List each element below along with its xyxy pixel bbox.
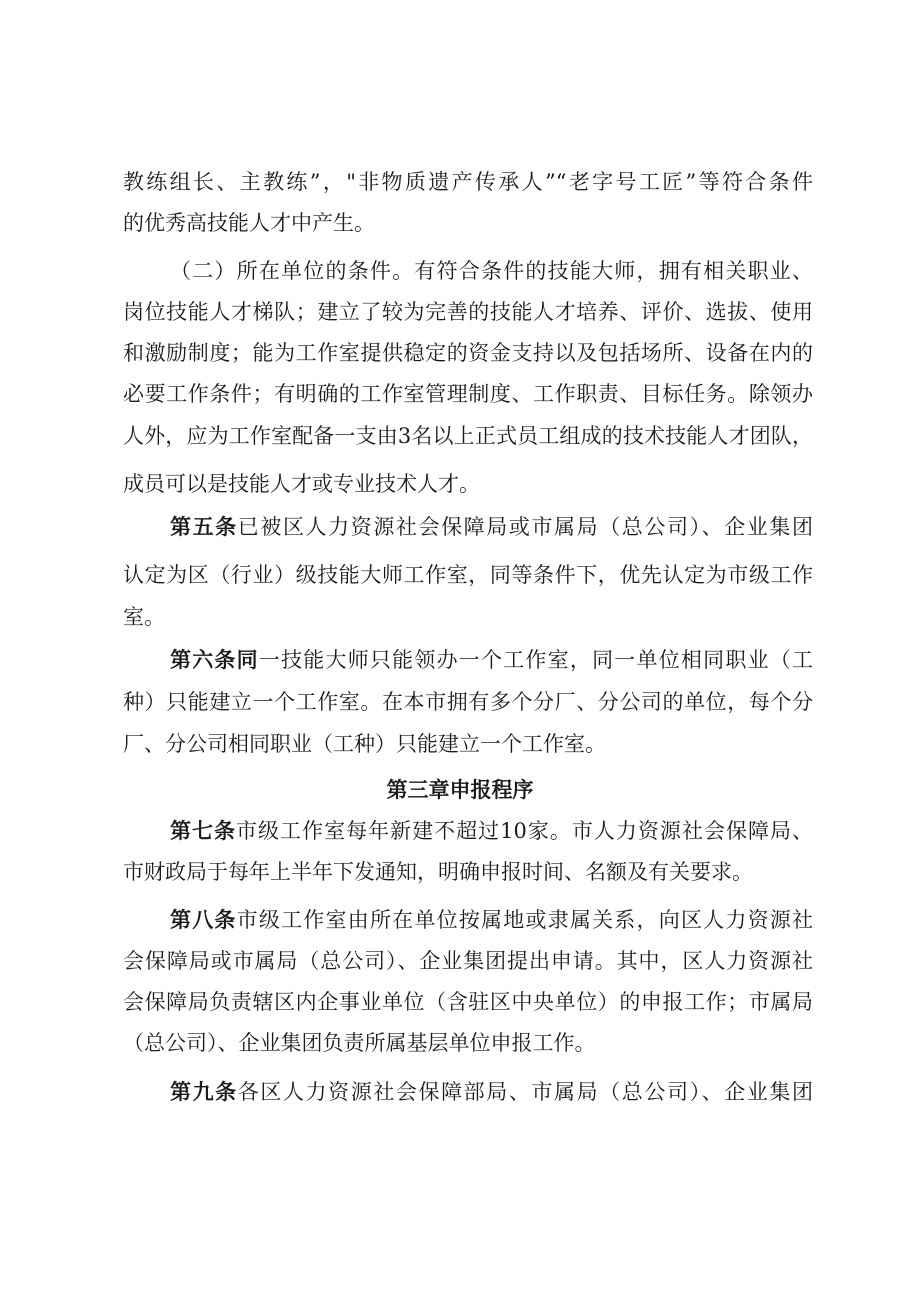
article-9-line-1 (170, 1077, 813, 1107)
article-6-label: 第六条同 (170, 647, 259, 672)
p1-line-2: 的优秀高技能人才中产生。 (123, 211, 375, 235)
article-6-line-3: 厂、分公司相同职业（工种）只能建立一个工作室。 (123, 732, 606, 756)
article-8-text: 市级工作室由所在单位按属地或隶属关系，向区人力资源社 (236, 908, 814, 932)
p2-line-6: 成员可以是技能人才或专业技术人才。 (123, 472, 480, 496)
article-8-line-2: 会保障局或市属局（总公司）、企业集团提出申请。其中，区人力资源社 (123, 949, 813, 973)
article-5-line-2: 认定为区（行业）级技能大师工作室，同等条件下，优先认定为市级工作 (123, 563, 813, 587)
p2-line-5: 人外，应为工作室配备一支由3名以上正式员工组成的技术技能人才团队， (123, 424, 813, 448)
article-5-label: 第五条 (170, 514, 238, 539)
article-8-line-3: 会保障局负责辖区内企事业单位（含驻区中央单位）的申报工作；市属局 (123, 990, 813, 1014)
p1-line-1: 教练组长、主教练”，"非物质遗产传承人”“老字号工匠”等符合条件 (123, 170, 813, 194)
article-6-text: 一技能大师只能领办一个工作室，同一单位相同职业（工 (258, 648, 813, 672)
chapter-3-heading: 第三章申报程序 (386, 777, 534, 802)
article-6-line-2: 种）只能建立一个工作室。在本市拥有多个分厂、分公司的单位，每个分 (123, 690, 813, 714)
article-7-text: 市级工作室每年新建不超过10家。市人力资源社会保障局、 (236, 819, 813, 843)
p2-line-4: 必要工作条件；有明确的工作室管理制度、工作职责、目标任务。除领办 (123, 382, 813, 406)
article-7-line-2: 市财政局于每年上半年下发通知，明确申报时间、名额及有关要求。 (123, 860, 753, 884)
article-7-line-1 (170, 816, 813, 846)
article-9-text: 各区人力资源社会保障部局、市属局（总公司）、企业集团 (237, 1080, 814, 1104)
p2-line-2: 岗位技能人才梯队；建立了较为完善的技能人才培养、评价、选拔、使用 (123, 300, 813, 324)
article-7-label: 第七条 (170, 818, 237, 843)
article-6-line-1 (170, 645, 813, 675)
article-9-label: 第九条 (170, 1079, 238, 1104)
article-8-line-1 (170, 905, 813, 935)
article-5-text: 已被区人力资源社会保障局或市属局（总公司）、企业集团 (237, 515, 814, 539)
article-8-line-4: （总公司）、企业集团负责所属基层单位申报工作。 (123, 1031, 596, 1055)
p2-line-3: 和激励制度；能为工作室提供稳定的资金支持以及包括场所、设备在内的 (123, 341, 813, 365)
p2-line-1: （二）所在单位的条件。有符合条件的技能大师，拥有相关职业、 (170, 259, 813, 283)
article-5-line-1 (170, 512, 813, 542)
article-8-label: 第八条 (170, 907, 237, 932)
article-5-line-3: 室。 (123, 605, 165, 629)
